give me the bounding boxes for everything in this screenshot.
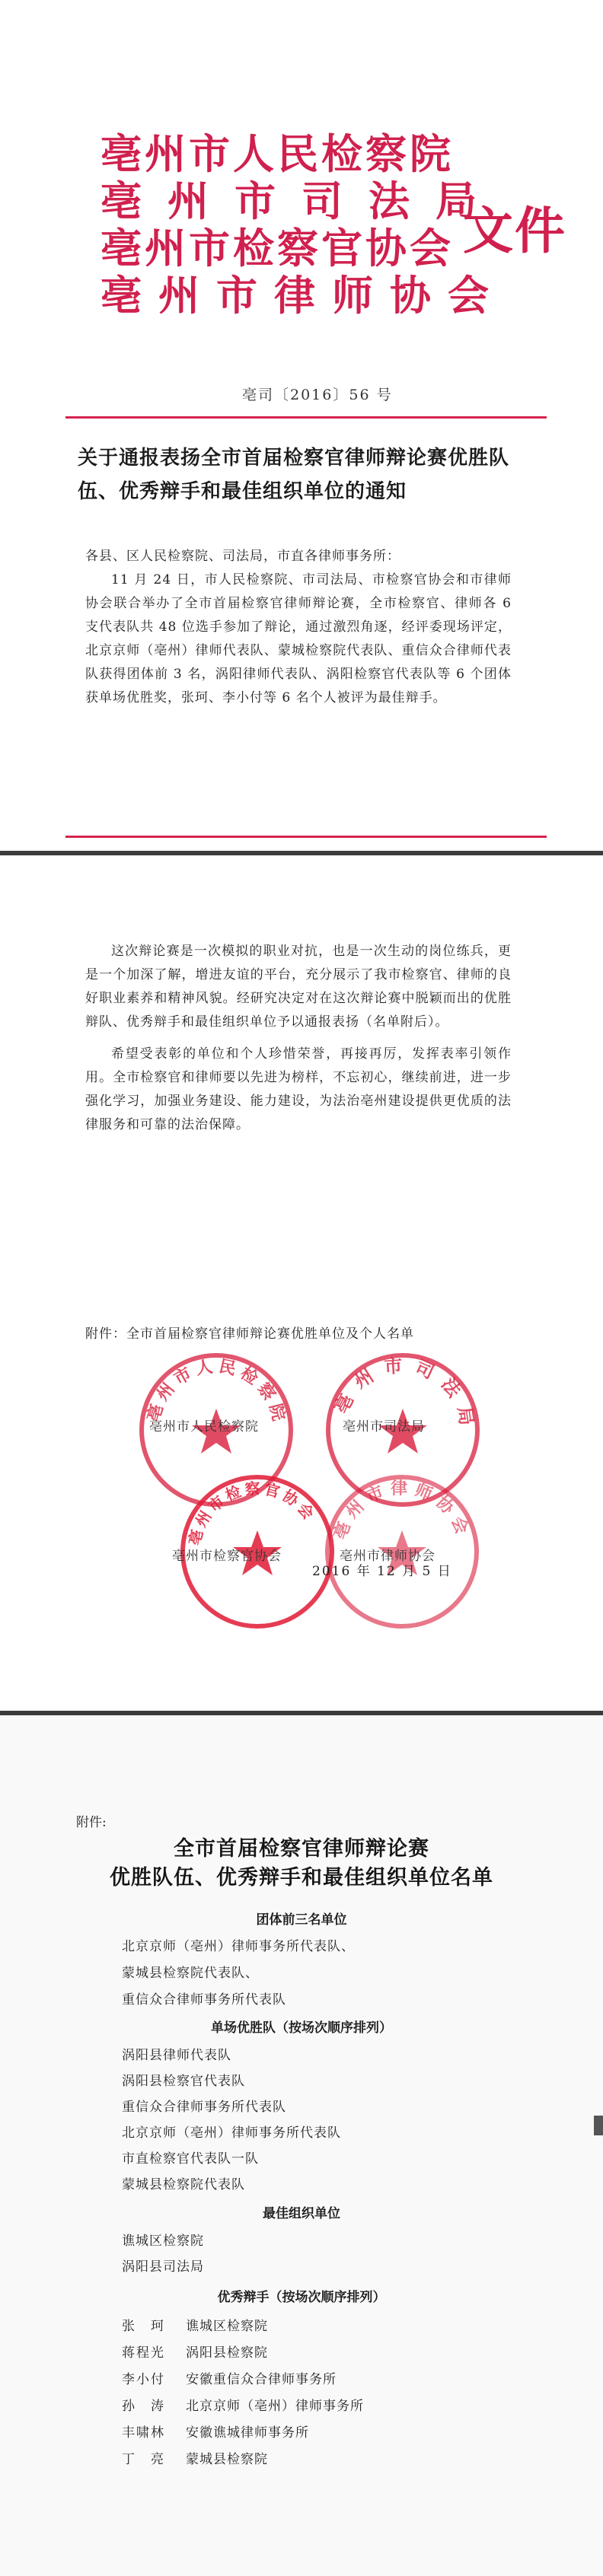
page-edge-mark — [594, 2116, 603, 2135]
debater-row — [122, 2368, 337, 2387]
debater-name: 孙 涛 — [122, 2399, 165, 2414]
debater-row — [122, 2395, 364, 2414]
debater-row — [122, 2422, 309, 2441]
debater-org: 蒙城县检察院 — [186, 2452, 268, 2467]
debater-org: 安徽谯城律师事务所 — [186, 2425, 309, 2441]
signature-lawyers-association: 亳州市律师协会 — [340, 1549, 436, 1564]
debater-name: 李小付 — [122, 2372, 165, 2387]
seal-ring-text: 亳州市司法局 — [330, 1354, 479, 1438]
list-item: 北京京师（亳州）律师事务所代表队 — [122, 2125, 341, 2141]
document-number: 亳司〔2016〕56 号 — [242, 387, 393, 403]
attachment-label: 附件: — [76, 1815, 107, 1830]
document-word: 文件 — [463, 201, 566, 260]
paragraph-2: 这次辩论赛是一次模拟的职业对抗，也是一次生动的岗位练兵，更是一个加深了解，增进友谊的平台，充分展示了我市检察官、律师的良好职业素养和精神风貌。经研究决定对在这次辩论赛中脱颖而出的优胜辩队、优秀辩手和最佳组织单位予以通报表扬（名单附后）。 — [85, 944, 512, 1030]
section-heading-single-winners: 单场优胜队（按场次顺序排列） — [211, 2020, 392, 2036]
seal-ring-text: 亳州市检察官协会 — [184, 1479, 320, 1547]
debater-name: 丁 亮 — [122, 2452, 165, 2467]
list-title-line-2: 优胜队伍、优秀辩手和最佳组织单位名单 — [110, 1866, 493, 1890]
signature-justice-bureau: 亳州市司法局 — [343, 1419, 425, 1434]
debater-name: 张 珂 — [122, 2319, 165, 2334]
red-divider-bottom — [65, 836, 547, 838]
debater-row — [122, 2342, 268, 2361]
debater-org: 北京京师（亳州）律师事务所 — [186, 2399, 364, 2414]
paragraph-3: 希望受表彰的单位和个人珍惜荣誉，再接再厉，发挥表率引领作用。全市检察官和律师要以先进为榜样，不忘初心，继续前进，进一步强化学习，加强业务建设、能力建设，为法治亳州建设提供更优质的法律服务和可靠的法治保障。 — [85, 1046, 512, 1132]
list-title-line-1: 全市首届检察官律师辩论赛 — [174, 1837, 429, 1861]
section-heading-top3: 团体前三名单位 — [256, 1912, 347, 1928]
debater-org: 谯城区检察院 — [186, 2319, 268, 2334]
paragraph-1: 11 月 24 日，市人民检察院、市司法局、市检察官协会和市律师协会联合举办了全市首届检察官律师辩论赛，全市检察官、律师各 6 支代表队共 48 位选手参加了辩论，通过激烈角逐，经评委现场评定，北京京师（亳州）律师代表队、蒙城检察院代表队、重信众合律师代表队获得团体前 3 名，涡阳律师代表队、涡阳检察官代表队等 6 个团体获单场优胜奖，张珂、李小付等 6 名个人被评为最佳辩手。 — [85, 572, 512, 705]
debater-name: 蒋程光 — [122, 2345, 165, 2361]
debater-org: 安徽重信众合律师事务所 — [186, 2372, 337, 2387]
signature-procuratorate: 亳州市人民检察院 — [149, 1419, 259, 1434]
org-line-prosecutors-association: 亳州市检察官协会 — [100, 224, 454, 272]
notice-title: 关于通报表扬全市首届检察官律师辩论赛优胜队伍、优秀辩手和最佳组织单位的通知 — [78, 447, 510, 503]
seal-ring-text: 亳州市律师协会 — [330, 1479, 474, 1543]
red-divider — [65, 416, 547, 419]
attachment-reference: 附件：全市首届检察官律师辩论赛优胜单位及个人名单 — [85, 1326, 414, 1342]
list-item: 蒙城县检察院代表队 — [122, 2177, 245, 2192]
document-page-1 — [0, 0, 603, 851]
list-item: 市直检察官代表队一队 — [122, 2151, 259, 2167]
org-line-procuratorate: 亳州市人民检察院 — [100, 129, 454, 178]
issue-date: 2016 年 12 月 5 日 — [312, 1564, 452, 1579]
list-item: 重信众合律师事务所代表队 — [122, 1992, 286, 2008]
list-item: 涡阳县检察官代表队 — [122, 2074, 245, 2089]
org-line-justice-bureau: 亳州市司法局 — [100, 177, 502, 225]
debater-name: 丰啸林 — [122, 2425, 165, 2441]
list-item: 谯城区检察院 — [122, 2234, 204, 2249]
section-heading-best-organizer: 最佳组织单位 — [263, 2206, 340, 2221]
list-item: 北京京师（亳州）律师事务所代表队、 — [122, 1939, 355, 1954]
debater-org: 涡阳县检察院 — [186, 2345, 268, 2361]
debater-row — [122, 2448, 268, 2467]
signature-prosecutors-association: 亳州市检察官协会 — [172, 1549, 282, 1564]
list-item: 蒙城县检察院代表队、 — [122, 1966, 259, 1981]
debater-row — [122, 2315, 268, 2334]
list-item: 涡阳县司法局 — [122, 2259, 204, 2275]
org-line-lawyers-association: 亳州市律师协会 — [100, 271, 506, 320]
salutation: 各县、区人民检察院、司法局，市直各律师事务所： — [85, 549, 400, 564]
list-item: 涡阳县律师代表队 — [122, 2048, 231, 2063]
list-item: 重信众合律师事务所代表队 — [122, 2100, 286, 2115]
section-heading-best-debaters: 优秀辩手（按场次顺序排列） — [217, 2290, 386, 2305]
seal-ring-text: 亳州市人民检察院 — [144, 1356, 289, 1428]
